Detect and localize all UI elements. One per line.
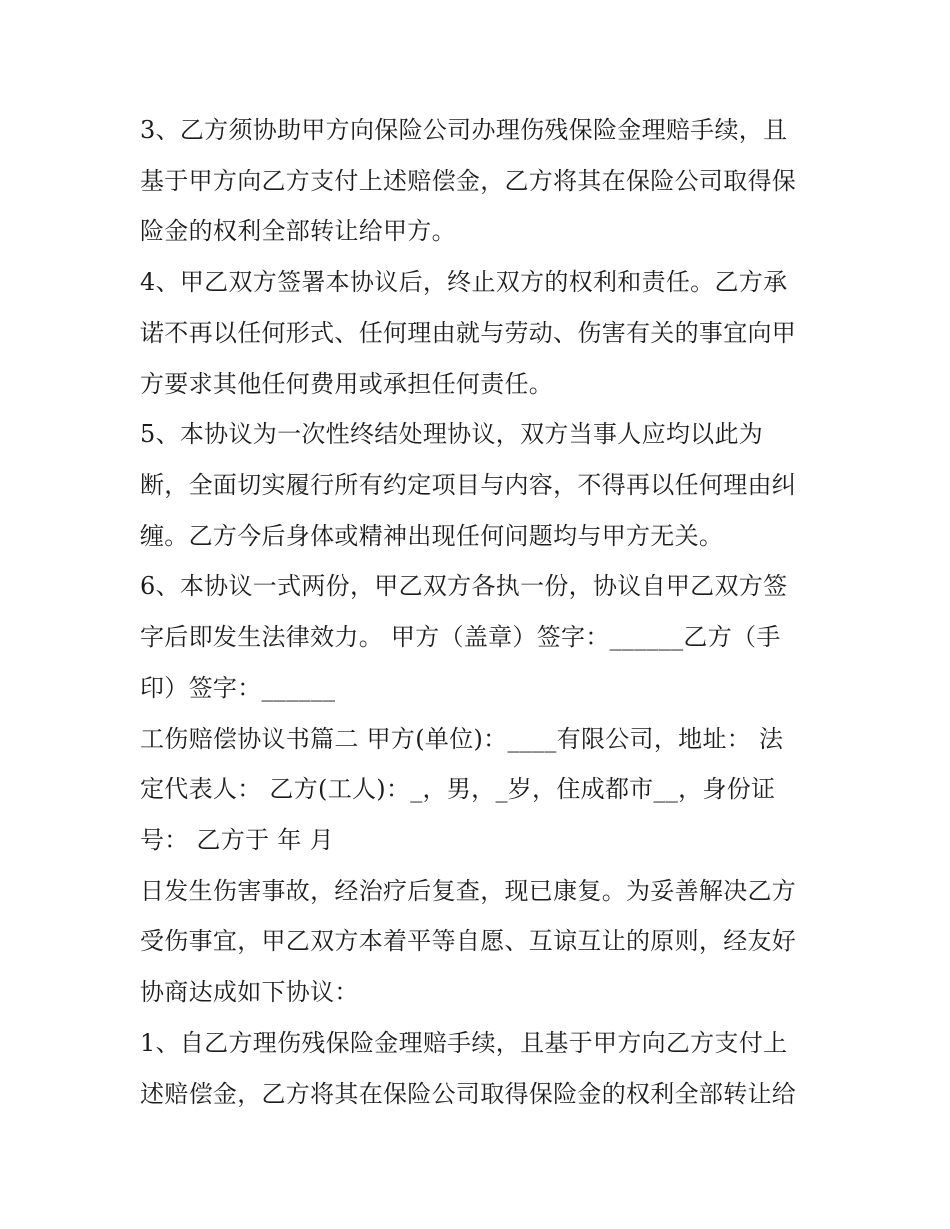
clause-3-line-3: 险金的权利全部转让给甲方。: [140, 217, 456, 245]
section-2-id-line: 号： 乙方于 年 月: [140, 826, 334, 854]
clause-4-line-1: 4、甲乙双方签署本协议后，终止双方的权利和责任。乙方承: [140, 268, 788, 296]
section-2-party-line: 定代表人： 乙方(工人)：_，男，_岁，住成都市__，身份证: [140, 775, 776, 803]
section-2-clause-1-line-1: 1、自乙方理伤残保险金理赔手续，且基于甲方向乙方支付上: [140, 1029, 788, 1057]
section-2-body-line-1: 日发生伤害事故，经治疗后复查，现已康复。为妥善解决乙方: [140, 877, 797, 905]
clause-5-line-1: 5、本协议为一次性终结处理协议，双方当事人应均以此为: [140, 420, 764, 448]
clause-4-line-3: 方要求其他任何费用或承担任何责任。: [140, 370, 554, 398]
section-2-clause-1-line-2: 述赔偿金，乙方将其在保险公司取得保险金的权利全部转让给: [140, 1080, 797, 1108]
section-2-heading-line: 工伤赔偿协议书篇二 甲方(单位)：____有限公司，地址： 法: [140, 725, 784, 753]
section-2-body-line-3: 协商达成如下协议：: [140, 978, 359, 1006]
clause-3-line-1: 3、乙方须协助甲方向保险公司办理伤残保险金理赔手续，且: [140, 116, 788, 144]
clause-6-line-2: 字后即发生法律效力。 甲方（盖章）签字：______乙方（手: [140, 623, 781, 651]
clause-6-line-3: 印）签字：______: [140, 674, 336, 702]
section-2-body-line-2: 受伤事宜，甲乙双方本着平等自愿、互谅互让的原则，经友好: [140, 927, 797, 955]
clause-4-line-2: 诺不再以任何形式、任何理由就与劳动、伤害有关的事宜向甲: [140, 319, 797, 347]
clause-3-line-2: 基于甲方向乙方支付上述赔偿金，乙方将其在保险公司取得保: [140, 167, 797, 195]
clause-6-line-1: 6、本协议一式两份，甲乙双方各执一份，协议自甲乙双方签: [140, 572, 788, 600]
clause-5-line-2: 断，全面切实履行所有约定项目与内容，不得再以任何理由纠: [140, 471, 797, 499]
clause-5-line-3: 缠。乙方今后身体或精神出现任何问题均与甲方无关。: [140, 522, 724, 550]
